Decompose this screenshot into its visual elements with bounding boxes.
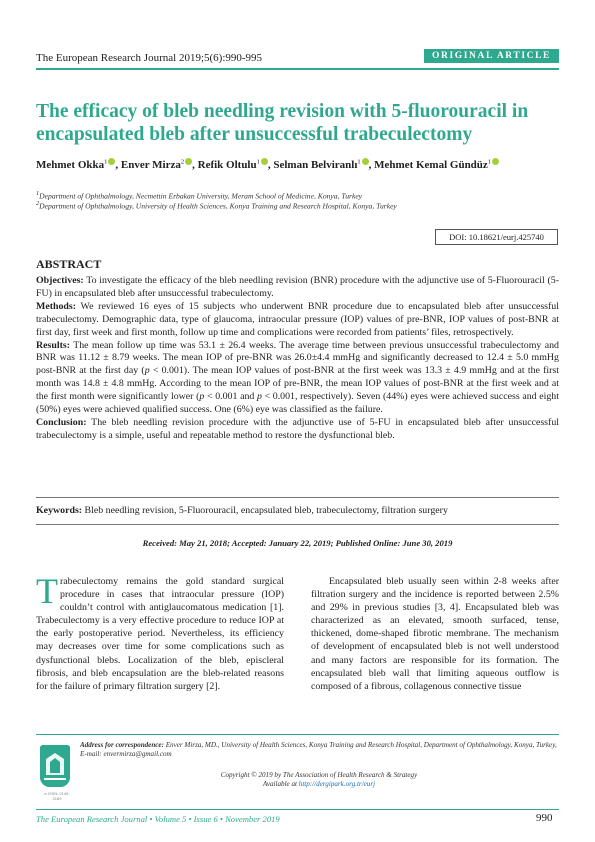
body-column-right	[311, 575, 559, 693]
keywords-divider-bottom	[36, 524, 559, 525]
seal-graphic	[40, 745, 70, 787]
affiliation-text: Department of Ophthalmology, Necmettin Erbakan University, Meram School of Medicine, Konya, Turkey	[39, 191, 363, 201]
author-separator: ,	[267, 159, 274, 171]
abstract-body	[36, 275, 559, 443]
abstract-results	[36, 340, 559, 417]
title-line-2: encapsulated bleb after unsuccessful trabeculectomy	[36, 124, 473, 145]
journal-citation: The European Research Journal 2019;5(6):990-995	[36, 52, 263, 64]
keywords-label: Keywords:	[36, 505, 83, 516]
footer-journal-issue: The European Research Journal • Volume 5 • Issue 6 • November 2019	[36, 814, 280, 824]
title-line-1: The efficacy of bleb needling revision with 5-fluorouracil in	[36, 101, 529, 122]
copyright-block	[80, 771, 558, 790]
author-name: Enver Mirza	[120, 159, 181, 171]
drop-cap: T	[36, 571, 58, 611]
affiliation-sup: 1	[487, 158, 492, 166]
footer-divider	[36, 734, 559, 735]
availability-line	[80, 780, 558, 789]
keywords-text: Bleb needling revision, 5-Fluorouracil, encapsulated bleb, trabeculectomy, filtration surgery	[82, 505, 448, 516]
author-separator: ,	[368, 159, 375, 171]
abstract-methods	[36, 301, 559, 340]
author-okka[interactable]	[36, 159, 121, 171]
available-label: Available at	[262, 780, 299, 789]
affiliation-1	[36, 190, 362, 201]
conclusion-label: Conclusion:	[36, 416, 87, 428]
affiliation-sup: 2	[180, 158, 185, 166]
objectives-label: Objectives:	[36, 275, 84, 286]
author-separator: ,	[115, 159, 121, 171]
author-mirza[interactable]	[121, 159, 198, 171]
body-paragraph-right: Encapsulated bleb usually seen within 2-8 weeks after filtration surgery and the incidence is reported between 2.5% and 29% in previous studies [3, 4]. Encapsulated bleb was characterized as an elevated, smooth surfaced, tense, thickened, dome-shaped fibrotic membrane. The mechanism of development of encapsulated bleb is not well understood and many factors are responsible for its formation. The encapsulated bleb wall that limiting aqueous outflow is composed of a fibrous, collagenous connective tissue	[311, 576, 559, 692]
abstract-heading: ABSTRACT	[36, 257, 102, 271]
affiliation-sup: 1	[256, 158, 260, 166]
body-column-left	[36, 571, 284, 693]
p-value-symbol: p	[199, 391, 205, 403]
abstract-objectives	[36, 275, 559, 301]
affiliation-sup: 1	[36, 190, 40, 197]
affiliation-2	[36, 200, 397, 211]
correspondence	[80, 741, 558, 760]
page-number: 990	[536, 812, 553, 824]
abstract-conclusion	[36, 417, 559, 443]
conclusion-text: The bleb needling revision procedure with the adjunctive use of 5-FU in encapsulated bleb after unsuccessful trabeculectomy is a simple, useful and repeatable method to restore the dysfunctional bleb.	[36, 416, 559, 441]
body-paragraph-left: rabeculectomy remains the gold standard surgical procedure in cases that intraocular pressure (IOP) couldn’t control with antiglaucomatous medication [1]. Trabeculectomy is a very effective procedure to reduce IOP at the early postoperative period. Nevertheless, its efficiency may decreases over time for some complications such as dysfunctional blebs. Localization of the bleb, episcleral fibrosis, and bleb encapsulation are the bleb-related reasons for the failure of primary filtration surgery [2].	[36, 576, 284, 692]
methods-label: Methods:	[36, 300, 77, 312]
orcid-icon[interactable]	[362, 158, 369, 165]
correspondence-label: Address for correspondence:	[80, 741, 164, 749]
keywords-line	[36, 505, 559, 516]
p-value-symbol: p	[256, 391, 262, 403]
copyright-text: Copyright © 2019 by The Association of Health Research & Strategy	[220, 771, 418, 779]
affiliation-sup: 1	[104, 158, 108, 166]
journal-seal-logo	[40, 745, 70, 787]
author-oltulu[interactable]	[198, 159, 274, 171]
results-text: The mean follow up time was 53.1 ± 26.4 weeks. The average time between previous unsuccessful trabeculectomy and BNR was 11.12 ± 8.79 weeks. The mean IOP of pre-BNR was 26.0±4.4 mmHg and significantly decreased to 12.4 ± 5.0 mmHg post-BNR at the first day (	[36, 339, 559, 377]
bottom-divider	[36, 809, 559, 810]
keywords-divider-top	[36, 497, 559, 498]
author-separator: ,	[192, 159, 198, 171]
objectives-text: To investigate the efficacy of the bleb needling revision (BNR) procedure with the adjunctive use of 5-Fluorouracil (5-FU) in encapsulated bleb after unsuccessful trabeculectomy.	[36, 275, 559, 299]
affiliation-sup: 2	[36, 200, 40, 207]
orcid-icon[interactable]	[261, 158, 268, 165]
publication-dates: Received: May 21, 2018; Accepted: January 22, 2019; Published Online: June 30, 2019	[142, 538, 453, 548]
author-name: Selman Belviranlı	[273, 159, 358, 171]
affiliation-sup: 1	[357, 158, 361, 166]
header-divider	[36, 68, 559, 70]
results-label: Results:	[36, 339, 71, 351]
p-value-symbol: p	[144, 365, 150, 377]
author-gunduz[interactable]	[374, 159, 499, 171]
affiliation-text: Department of Ophthalmology, University of Health Sciences, Konya Training and Research Hospital, Konya, Turkey	[39, 201, 397, 211]
article-title	[36, 100, 560, 146]
results-text: < 0.001, respectively). Seven (44%) eyes were achieved success and eight (50%) eyes were achieved qualified success. One (6%) eye was classified as the failure.	[36, 391, 559, 416]
methods-text: We reviewed 16 eyes of 15 subjects who underwent BNR procedure due to encapsulated bleb after unsuccessful trabeculectomy. Demographic data, type of glaucoma, intraocular pressure (IOP) values of pre-BNR, IOP values of post-BNR at first day, first week and first month, follow up time and complications were recorded from patients’ files, retrospectively.	[36, 300, 559, 338]
author-list	[36, 158, 560, 171]
orcid-icon[interactable]	[492, 158, 499, 165]
author-belviranli[interactable]	[273, 159, 374, 171]
issn-label: e-ISSN: 2149-3189	[44, 791, 70, 801]
author-name: Refik Oltulu	[197, 159, 257, 171]
results-text: < 0.001). The mean IOP values of post-BNR at the first week was 13.3 ± 4.9 mmHg and at the first month was 14.8 ± 4.8 mmHg. According to the mean IOP of pre-BNR, the mean IOP values of post-BNR at the first week and at the first month were significantly lower (	[36, 365, 560, 403]
doi-box[interactable]: DOI: 10.18621/eurj.425740	[435, 229, 558, 245]
article-type-badge: ORIGINAL ARTICLE	[424, 49, 559, 63]
journal-link[interactable]: http://dergipark.org.tr/eurj	[298, 780, 376, 789]
author-name: Mehmet Okka	[36, 159, 105, 171]
correspondence-text: Enver Mirza, MD., University of Health Sciences, Konya Training and Research Hospital, Department of Ophthalmology, Konya, Turkey, E-mail: envermirza@gmail.com	[80, 741, 557, 759]
author-name: Mehmet Kemal Gündüz	[374, 159, 488, 171]
results-text: < 0.001 and	[204, 391, 257, 403]
